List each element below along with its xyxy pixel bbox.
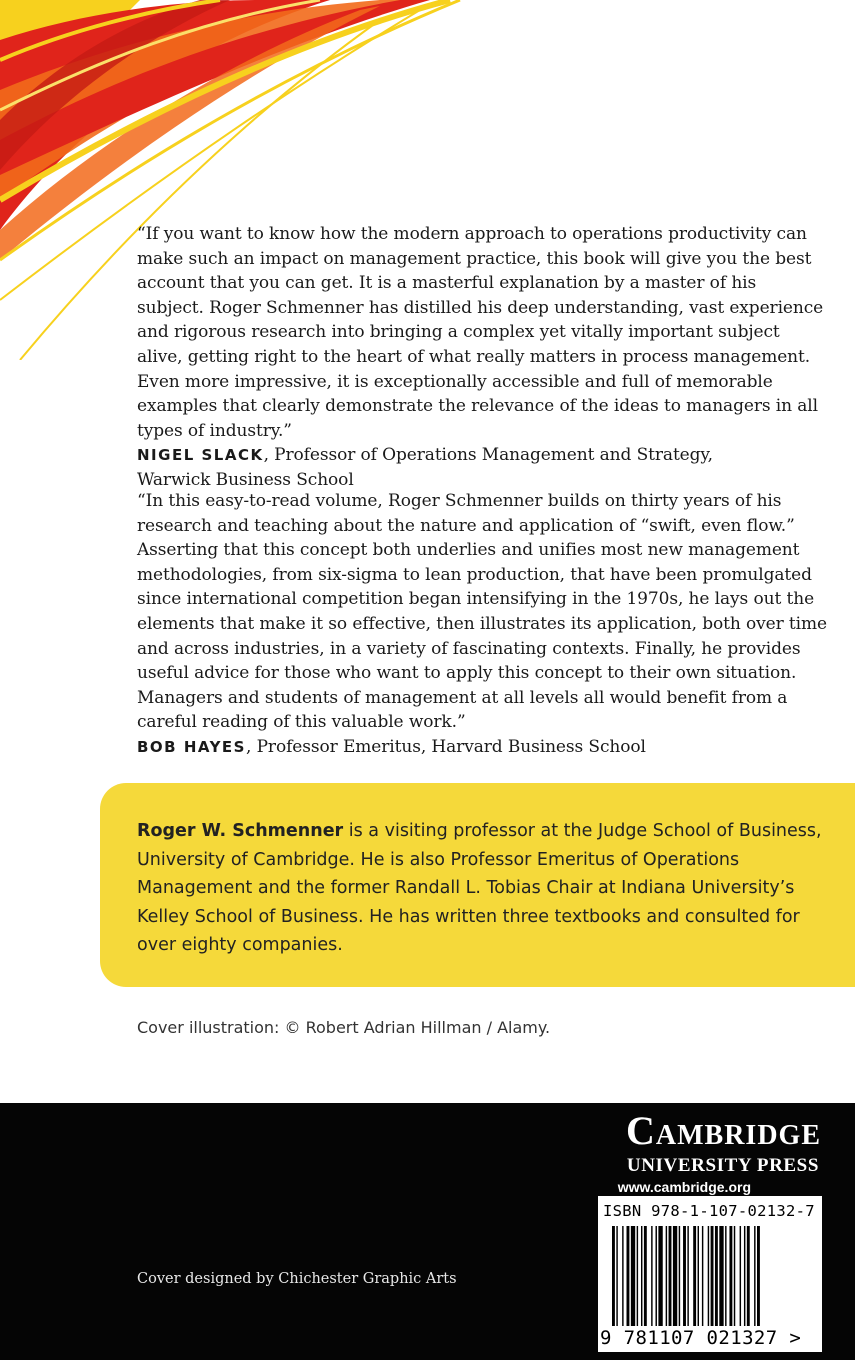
endorser-name: BOB HAYES xyxy=(137,737,246,756)
isbn-label: ISBN 978-1-107-02132-7 xyxy=(603,1202,815,1220)
quote-attribution xyxy=(137,735,827,760)
publisher-footer xyxy=(0,1103,855,1360)
author-bio-text: is a visiting professor at the Judge School of Business, University of Cambridge. He is also Professor Emeritus of Operations Management and the former Randall L. Tobias Chair at Indiana University’s Kelley School of Business. He has written three textbooks and consulted for over eighty companies. xyxy=(137,821,822,955)
barcode-bar xyxy=(679,1226,680,1326)
author-name: Roger W. Schmenner xyxy=(137,821,344,841)
barcode-bar xyxy=(622,1226,623,1326)
barcode-bar xyxy=(631,1226,635,1326)
endorser-affiliation: , Professor of Operations Management and Strategy, xyxy=(263,445,713,466)
barcode-bar xyxy=(612,1226,615,1326)
barcode-bar xyxy=(725,1226,726,1326)
barcode-bar xyxy=(702,1226,703,1326)
barcode-bar xyxy=(627,1226,630,1326)
barcode-bar xyxy=(673,1226,677,1326)
cover-designer-credit: Cover designed by Chichester Graphic Arts xyxy=(137,1271,457,1287)
endorser-name: NIGEL SLACK xyxy=(137,446,264,465)
barcode-bar xyxy=(644,1226,647,1326)
barcode-bar xyxy=(651,1226,652,1326)
barcode-bar xyxy=(754,1226,755,1326)
barcode-bar xyxy=(669,1226,672,1326)
barcode-bar xyxy=(740,1226,741,1326)
barcode-bar xyxy=(729,1226,732,1326)
ean-digits: 9 781107 021327 > xyxy=(600,1327,802,1349)
barcode-bar xyxy=(757,1226,760,1326)
author-bio-panel xyxy=(100,783,855,987)
endorser-affiliation-line2: Warwick Business School xyxy=(137,469,354,490)
endorsement-quote-2 xyxy=(137,489,827,760)
barcode-bar xyxy=(711,1226,714,1326)
barcode-bar xyxy=(693,1226,696,1326)
publisher-logo: Cambridge xyxy=(625,1108,821,1153)
endorser-affiliation: , Professor Emeritus, Harvard Business School xyxy=(245,736,646,757)
barcode-bar xyxy=(747,1226,750,1326)
barcode-bar xyxy=(698,1226,699,1326)
isbn-barcode xyxy=(598,1196,822,1352)
quote-text: “If you want to know how the modern approach to operations productivity can make such an impact on management practice, this book will give you the best account that you can get. It is a masterful explanation by a master of his subject. Roger Schmenner has distilled his deep understanding, vast experience and rigorous research into bringing a complex yet vitally important subject alive, getting right to the heart of what really matters in process management. Even more impressive, it is exceptionally accessible and full of memorable examples that clearly demonstrate the relevance of the ideas to managers in all types of industry.” xyxy=(137,224,824,441)
barcode-bar xyxy=(715,1226,718,1326)
barcode-bars xyxy=(612,1226,812,1326)
barcode-bar xyxy=(658,1226,662,1326)
barcode-bar xyxy=(744,1226,745,1326)
barcode-bar xyxy=(719,1226,723,1326)
barcode-bar xyxy=(708,1226,709,1326)
quote-attribution xyxy=(137,443,827,492)
barcode-bar xyxy=(734,1226,735,1326)
cover-illustration-credit: Cover illustration: © Robert Adrian Hillman / Alamy. xyxy=(137,1018,551,1037)
barcode-bar xyxy=(666,1226,667,1326)
quote-text: “In this easy-to-read volume, Roger Schmenner builds on thirty years of his research and teaching about the nature and application of “swift, even flow.” Asserting that this concept both underlies and unifies most new management methodologies, from six-sigma to lean production, that have been promulgated since international competition began intensifying in the 1970s, he lays out the elements that make it so effective, then illustrates its application, both over time and across industries, in a variety of fascinating contexts. Finally, he provides useful advice for those who want to apply this concept to their own situation. Managers and students of management at all levels all would benefit from a careful reading of this valuable work.” xyxy=(137,491,827,733)
barcode-bar xyxy=(656,1226,657,1326)
publisher-logo-subtitle: UNIVERSITY PRESS xyxy=(626,1155,819,1176)
barcode-bar xyxy=(683,1226,686,1326)
barcode-bar xyxy=(616,1226,617,1326)
barcode-bar xyxy=(641,1226,642,1326)
barcode-bar xyxy=(687,1226,688,1326)
author-bio xyxy=(137,817,837,960)
endorsement-quote-1 xyxy=(137,222,827,493)
barcode-bar xyxy=(637,1226,638,1326)
publisher-url: www.cambridge.org xyxy=(617,1179,751,1195)
